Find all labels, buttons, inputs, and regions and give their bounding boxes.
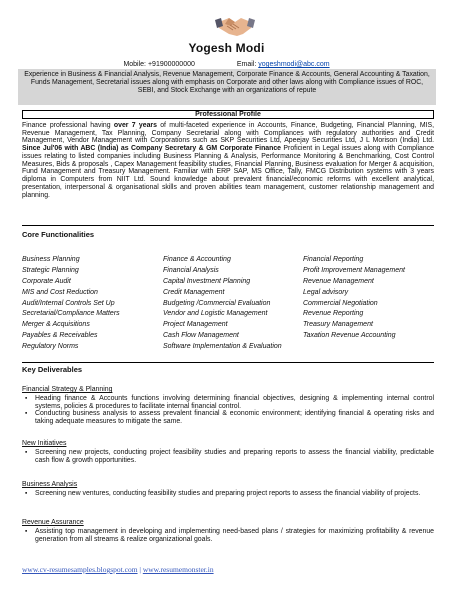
core-item: Project Management	[163, 321, 228, 329]
summary-box: Experience in Business & Financial Analysis, Revenue Management, Corporate Finance & Accounts, General Accounting & Taxation, Funds Management, Secretarial issues along with emphasis on Corporate and other laws along with Compliance issues of ROC, SEBI, and Stock Exchange with an organizations of repute	[18, 69, 436, 105]
core-column-1	[22, 256, 163, 354]
core-item: Vendor and Logistic Management	[163, 310, 268, 318]
core-item: Merger & Acquisitions	[22, 321, 90, 329]
core-heading: Core Functionalities	[22, 230, 95, 239]
core-item: Strategic Planning	[22, 266, 79, 274]
deliverable-heading: Revenue Assurance	[22, 519, 84, 526]
deliverable-item: ▪ Heading finance & Accounts functions involving determining financial objectives, designing & implementing internal control systems, policies & procedures to facilitate internal financial control.	[22, 395, 434, 410]
footer-links	[22, 566, 434, 575]
email-label: Email:	[236, 61, 257, 68]
deliverables-heading: Key Deliverables	[22, 365, 83, 374]
footer-link-samples[interactable]: www.cv-resumesamples.blogspot.com	[22, 565, 138, 574]
footer-link-monster[interactable]: www.resumemonster.in	[142, 565, 214, 574]
contact-line	[10, 61, 443, 69]
email-link[interactable]: yogeshmodi@abc.com	[258, 61, 330, 68]
handshake-logo-icon	[215, 14, 255, 40]
deliverable-item: ▪ Assisting top management in developing and implementing need-based plans / strategies for maximizing profitability & revenue generation from all streams & realize organizational goals.	[22, 528, 434, 543]
deliverable-heading: Business Analysis	[22, 481, 78, 488]
core-item: Taxation Revenue Accounting	[303, 332, 396, 340]
core-item: Finance & Accounting	[163, 256, 231, 263]
deliverable-heading: New Initiatives	[22, 440, 67, 447]
profile-text-1: Finance professional having	[22, 122, 114, 129]
core-item: Software Implementation & Evaluation	[163, 343, 282, 351]
core-item: Credit Management	[163, 288, 225, 296]
deliverable-group	[22, 481, 434, 498]
candidate-name: Yogesh Modi	[188, 41, 265, 55]
core-item: Commercial Negotiation	[303, 299, 378, 307]
mobile-label: Mobile:	[123, 61, 147, 68]
core-item: Profit Improvement Management	[303, 266, 405, 274]
profile-text-2: of multi-faceted experience in Accounts, Finance, Budgeting, Financial Planning, MIS, Revenue Management, Tax Planning, Company Secretarial along with Compliances with regulatory authorities and Credit Management, Vendor Management with Corporations such as SKP Securities Ltd, Apeejay Securities Ltd, J L Morison (India) Ltd.	[22, 122, 434, 145]
core-item: Capital Investment Planning	[163, 277, 251, 285]
deliverable-group	[22, 519, 434, 543]
mobile-number: +91900000000	[147, 61, 195, 68]
core-item: Cash Flow Management	[163, 332, 239, 340]
deliverable-group	[22, 440, 434, 464]
profile-text-3: Proficient in Legal issues along with Compliance issues relating to listed companies including Business Planning & Analysis, Performance Monitoring & Benchmarking, Cost Control Measures, Bids & proposals , Capex Management feasibility studies, Financial Planning, Business evaluation for Merger & acquisition, Fund Management and Treasury Management. Familiar with ERP SAP, MS Office, Tally, FMCG Distribution systems with 3 years diploma in Computers from NIIT Ltd. Sound knowledge about prevalent financial/economic reforms with excellent analytical, presentation, interpersonal & organisational skills and proven abilities team management, customer relationship management and planning.	[22, 145, 434, 199]
profile-current-role: Since Jul'06 with ABC (India) as Company Secretary & GM Corporate Finance	[22, 145, 281, 153]
core-item: Financial Analysis	[163, 266, 219, 274]
core-item: MIS and Cost Reduction	[22, 288, 98, 296]
resume-page	[10, 0, 443, 591]
deliverable-item: ▪ Conducting business analysis to assess prevalent financial & economic environment; identifying financial & operating risks and taking adequate measures to mitigate the same.	[22, 410, 434, 425]
core-column-2	[163, 256, 303, 354]
core-item: Regulatory Norms	[22, 343, 79, 351]
profile-heading: Professional Profile	[22, 110, 434, 119]
divider-deliverables	[22, 362, 434, 363]
core-item: Revenue Management	[303, 277, 374, 285]
deliverable-heading: Financial Strategy & Planning	[22, 386, 113, 393]
core-item: Legal advisory	[303, 288, 349, 296]
footer-separator: |	[137, 565, 143, 574]
core-item: Budgeting /Commercial Evaluation	[163, 299, 271, 307]
deliverable-item: ▪ Screening new ventures, conducting feasibility studies and preparing project reports to assess the financial viability of projects.	[22, 490, 434, 498]
deliverable-group	[22, 386, 434, 426]
core-item: Revenue Reporting	[303, 310, 364, 318]
divider-core	[22, 225, 434, 226]
core-item: Payables & Receivables	[22, 332, 98, 340]
core-functionalities	[22, 256, 434, 354]
core-item: Corporate Audit	[22, 277, 71, 285]
core-item: Business Planning	[22, 256, 80, 263]
core-column-3	[303, 256, 434, 354]
profile-text	[22, 122, 434, 199]
core-item: Secretarial/Compliance Matters	[22, 310, 120, 318]
core-item: Treasury Management	[303, 321, 373, 329]
profile-years: over 7 years	[113, 122, 157, 129]
core-item: Financial Reporting	[303, 256, 364, 263]
deliverable-item: ▪ Screening new projects, conducting project feasibility studies and preparing reports to assess the financial viability, predictable cash flow & growth opportunities.	[22, 449, 434, 464]
core-item: Audit/Internal Controls Set Up	[22, 299, 115, 307]
